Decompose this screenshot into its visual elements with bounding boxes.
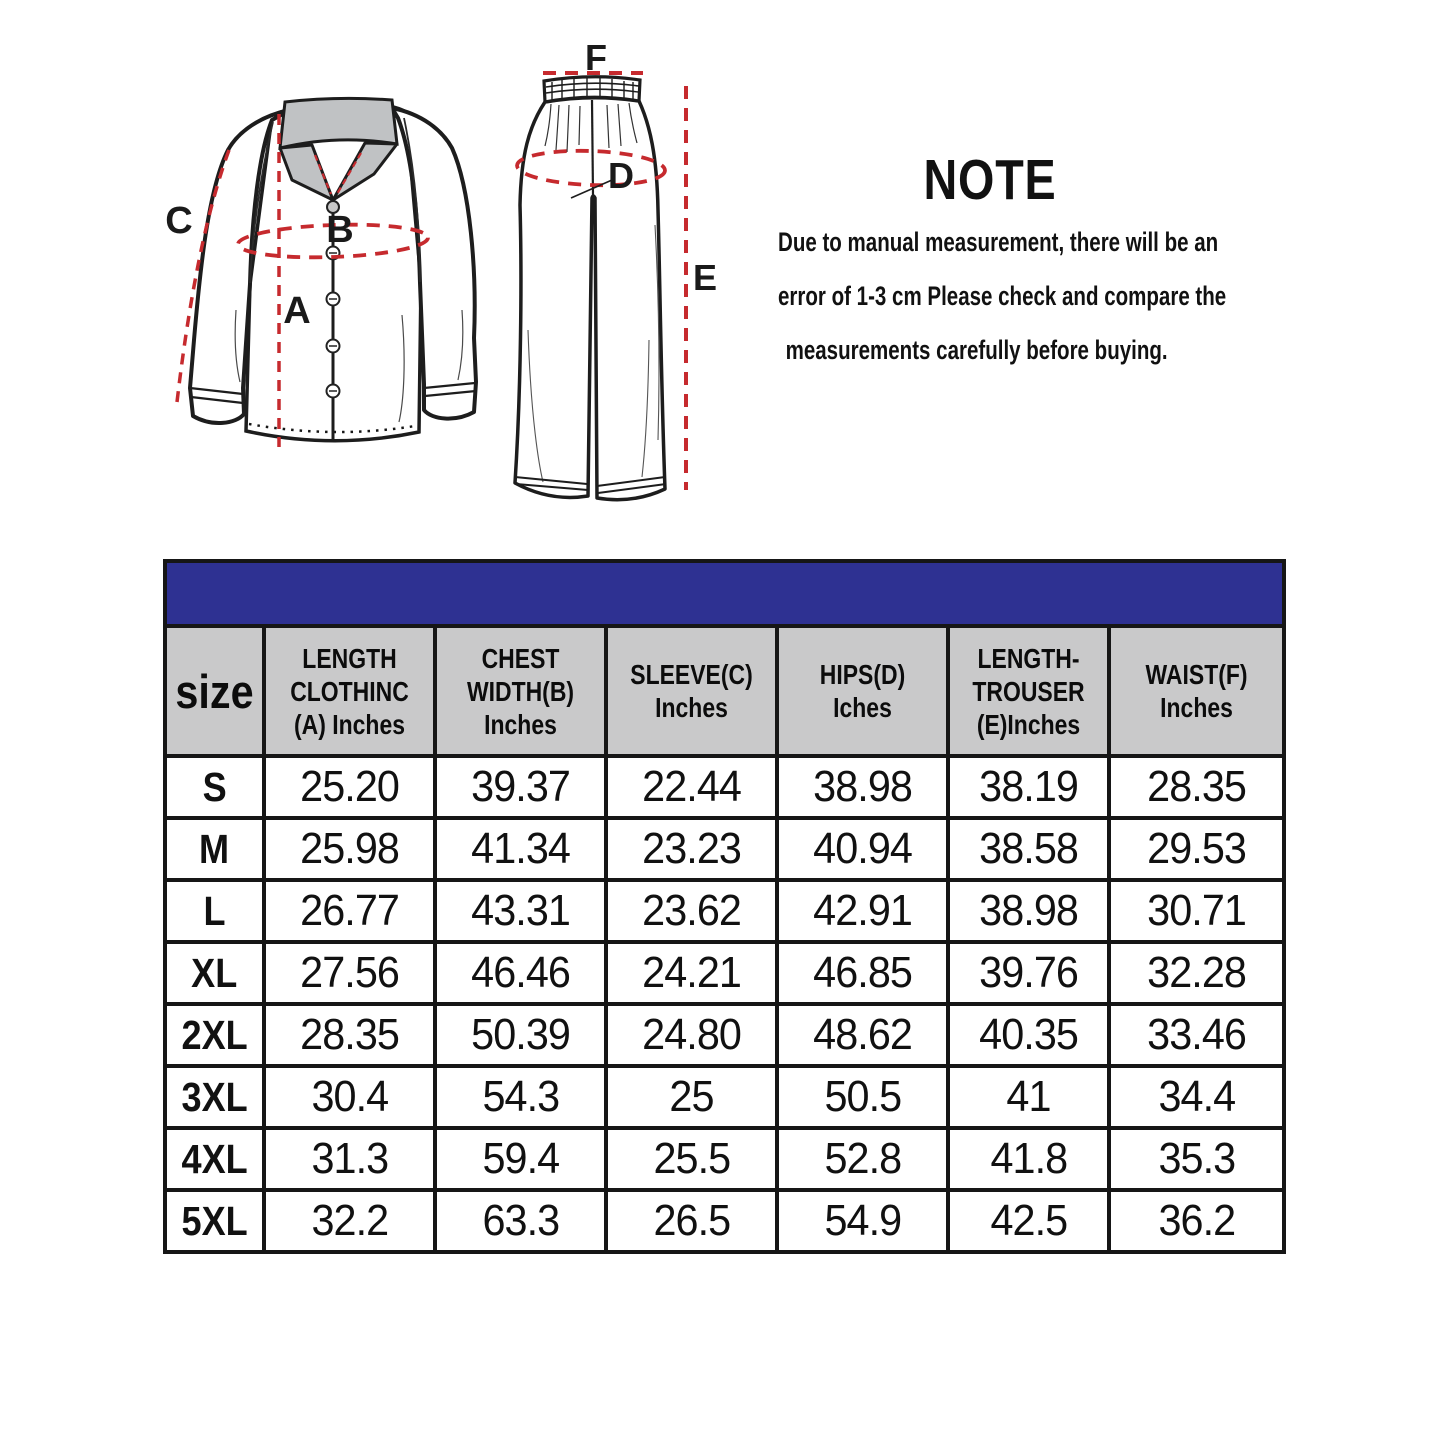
value-cell-M-5: 29.53 (1109, 818, 1284, 880)
size-cell-S: S (165, 756, 264, 818)
value-cell-3XL-1: 54.3 (435, 1066, 606, 1128)
value-cell-4XL-5: 35.3 (1109, 1128, 1284, 1190)
value-cell-5XL-5: 36.2 (1109, 1190, 1284, 1252)
value-cell-4XL-1: 59.4 (435, 1128, 606, 1190)
value-cell-S-4: 38.19 (948, 756, 1109, 818)
size-row-L (165, 880, 1284, 942)
column-header-2: CHEST WIDTH(B) Inches (435, 626, 606, 756)
value-cell-L-0: 26.77 (264, 880, 435, 942)
value-cell-3XL-4: 41 (948, 1066, 1109, 1128)
value-cell-5XL-1: 63.3 (435, 1190, 606, 1252)
value-cell-XL-3: 46.85 (777, 942, 948, 1004)
value-cell-5XL-2: 26.5 (606, 1190, 777, 1252)
value-cell-XL-1: 46.46 (435, 942, 606, 1004)
value-cell-XL-0: 27.56 (264, 942, 435, 1004)
size-row-M (165, 818, 1284, 880)
column-header-1: LENGTH CLOTHINC (A) Inches (264, 626, 435, 756)
size-row-2XL (165, 1004, 1284, 1066)
value-cell-2XL-5: 33.46 (1109, 1004, 1284, 1066)
size-cell-5XL: 5XL (165, 1190, 264, 1252)
size-cell-3XL: 3XL (165, 1066, 264, 1128)
value-cell-2XL-0: 28.35 (264, 1004, 435, 1066)
pants-label-D: D (608, 155, 634, 196)
size-row-4XL (165, 1128, 1284, 1190)
value-cell-XL-2: 24.21 (606, 942, 777, 1004)
value-cell-S-5: 28.35 (1109, 756, 1284, 818)
note-text-block (778, 215, 1398, 377)
value-cell-2XL-3: 48.62 (777, 1004, 948, 1066)
size-cell-M: M (165, 818, 264, 880)
value-cell-2XL-2: 24.80 (606, 1004, 777, 1066)
value-cell-L-3: 42.91 (777, 880, 948, 942)
value-cell-L-5: 30.71 (1109, 880, 1284, 942)
value-cell-M-4: 38.58 (948, 818, 1109, 880)
value-cell-M-2: 23.23 (606, 818, 777, 880)
size-cell-L: L (165, 880, 264, 942)
value-cell-M-0: 25.98 (264, 818, 435, 880)
value-cell-M-1: 41.34 (435, 818, 606, 880)
pants-label-E: E (692, 257, 718, 298)
value-cell-M-3: 40.94 (777, 818, 948, 880)
pants-label-F: F (585, 40, 607, 78)
size-row-S (165, 756, 1284, 818)
value-cell-S-0: 25.20 (264, 756, 435, 818)
note-line: measurements carefully before buying. (785, 335, 1168, 365)
size-row-3XL (165, 1066, 1284, 1128)
value-cell-S-3: 38.98 (777, 756, 948, 818)
value-cell-5XL-4: 42.5 (948, 1190, 1109, 1252)
value-cell-S-2: 22.44 (606, 756, 777, 818)
trousers-center-line (592, 100, 593, 195)
value-cell-2XL-1: 50.39 (435, 1004, 606, 1066)
value-cell-4XL-2: 25.5 (606, 1128, 777, 1190)
size-chart-header-row (165, 626, 1284, 756)
value-cell-L-2: 23.62 (606, 880, 777, 942)
value-cell-L-1: 43.31 (435, 880, 606, 942)
column-header-3: SLEEVE(C) Inches (606, 626, 777, 756)
value-cell-5XL-0: 32.2 (264, 1190, 435, 1252)
value-cell-4XL-3: 52.8 (777, 1128, 948, 1190)
column-header-6: WAIST(F) Inches (1109, 626, 1284, 756)
value-cell-3XL-5: 34.4 (1109, 1066, 1284, 1128)
note-line: error of 1-3 cm Please check and compare the (778, 281, 1227, 311)
shirt-collar-band (280, 98, 397, 148)
column-header-4: HIPS(D) Iches (777, 626, 948, 756)
column-header-5: LENGTH- TROUSER (E)Inches (948, 626, 1109, 756)
value-cell-2XL-4: 40.35 (948, 1004, 1109, 1066)
trousers-measurement-diagram (495, 40, 725, 515)
column-header-0: size (165, 626, 264, 756)
size-cell-4XL: 4XL (165, 1128, 264, 1190)
value-cell-3XL-2: 25 (606, 1066, 777, 1128)
size-cell-XL: XL (165, 942, 264, 1004)
size-cell-2XL: 2XL (165, 1004, 264, 1066)
size-chart-body (165, 756, 1284, 1252)
value-cell-L-4: 38.98 (948, 880, 1109, 942)
shirt-label-A: A (283, 290, 311, 332)
size-row-XL (165, 942, 1284, 1004)
value-cell-4XL-4: 41.8 (948, 1128, 1109, 1190)
blue-banner (165, 561, 1284, 626)
note-line: Due to manual measurement, there will be an (778, 227, 1219, 257)
note-title: NOTE (923, 148, 1057, 212)
banner-row (165, 561, 1284, 626)
value-cell-S-1: 39.37 (435, 756, 606, 818)
shirt-label-C: C (165, 200, 193, 242)
size-row-5XL (165, 1190, 1284, 1252)
value-cell-3XL-0: 30.4 (264, 1066, 435, 1128)
value-cell-XL-5: 32.28 (1109, 942, 1284, 1004)
value-cell-XL-4: 39.76 (948, 942, 1109, 1004)
size-chart-table (163, 559, 1286, 1254)
shirt-measurement-diagram (140, 70, 520, 490)
shirt-label-B: B (326, 209, 354, 251)
value-cell-4XL-0: 31.3 (264, 1128, 435, 1190)
value-cell-3XL-3: 50.5 (777, 1066, 948, 1128)
value-cell-5XL-3: 54.9 (777, 1190, 948, 1252)
